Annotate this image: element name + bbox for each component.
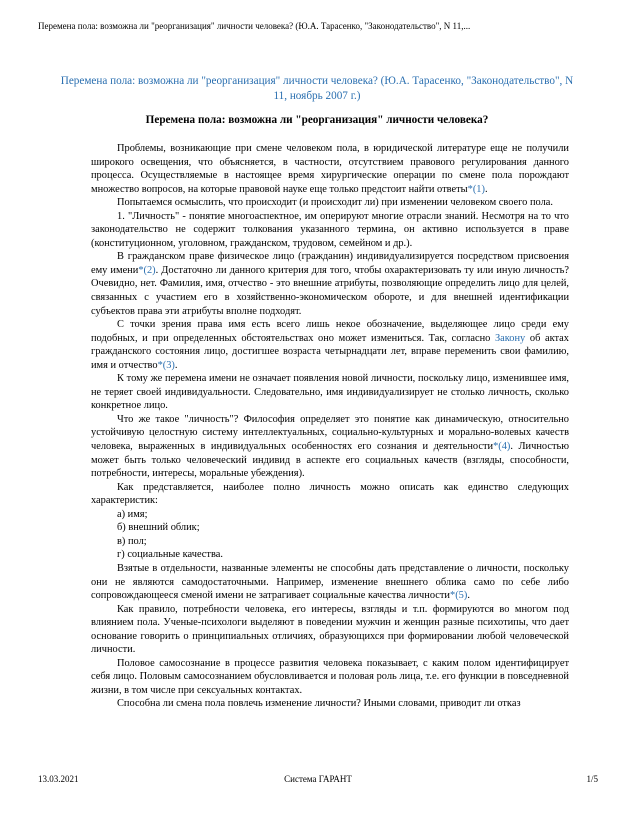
paragraph: 1. "Личность" - понятие многоаспектное, им оперируют многие отрасли знаний. Несмотря на то что законодательство не содержит толкования указанного термина, он активно используется в праве (конституционном, уголовном, гражданском, трудовом, семейном и др.). [91, 210, 569, 249]
paragraph: Как правило, потребности человека, его интересы, взгляды и т.п. формируются во многом под влиянием пола. Ученые-психологи выделяют в поведении мужчин и женщин разные психотипы, что дает основание говорить о принципиальных отличиях, образующихся при формировании любой человеческой личности. [91, 603, 569, 656]
page-footer [38, 774, 598, 786]
footnote-link[interactable]: *(2) [138, 264, 156, 276]
paragraph: Как представляется, наиболее полно личность можно описать как единство следующих характеристик: [91, 481, 569, 507]
running-header: Перемена пола: возможна ли "реорганизация" личности человека? (Ю.А. Тарасенко, "Законодательство", N 11,... [38, 21, 471, 31]
footer-page-number: 1/5 [586, 774, 598, 784]
law-link[interactable]: Закону [494, 332, 526, 344]
paragraph: Взятые в отдельности, названные элементы не способны дать представление о личности, поскольку они не являются самодостаточными. Например, изменение внешнего облика само по себе либо сопровождающееся сменой имени не затрагивает социальные качества личности*(5). [91, 562, 569, 602]
document-link-title[interactable]: Перемена пола: возможна ли "реорганизация" личности человека? (Ю.А. Тарасенко, "Законодательство", N 11, ноябрь 2007 г.) [60, 75, 574, 102]
paragraph: К тому же перемена имени не означает появления новой личности, поскольку лицо, изменившее имя, не теряет своей индивидуальности. Следовательно, имя индивидуализирует не столько личность, сколько конкретное лицо. [91, 373, 569, 412]
document-body [91, 142, 569, 711]
list-item: в) пол; [117, 535, 147, 547]
footer-date: 13.03.2021 [38, 774, 79, 784]
paragraph: Что же такое "личность"? Философия определяет это понятие как динамическую, относительно устойчивую целостную систему интеллектуальных, социально-культурных и морально-волевых качеств человека, выраженных в индивидуальных особенностях его сознания и деятельности*(4). Личностью может быть только человеческий индивид в аспекте его социальных качеств (взгляды, способности, потребности, интересы, моральные убеждения). [91, 413, 569, 480]
list-item: а) имя; [117, 508, 148, 520]
paragraph: В гражданском праве физическое лицо (гражданин) индивидуализируется посредством присвоения ему имени*(2). Достаточно ли данного критерия для того, чтобы охарактеризовать ту или иную личность? Очевидно, нет. Фамилия, имя, отчество - это внешние атрибуты, позволяющие определить лицо для целей, связанных с участием его в хозяйственно-экономическом обороте, и для внешней идентификации субъектов права эти атрибуты вполне подходят. [91, 251, 569, 317]
document-heading: Перемена пола: возможна ли "реорганизация" личности человека? [145, 114, 489, 126]
footer-system: Система ГАРАНТ [284, 774, 352, 784]
footnote-link[interactable]: *(3) [157, 359, 175, 371]
footnote-link[interactable]: *(1) [467, 183, 485, 195]
paragraph: Проблемы, возникающие при смене человеком пола, в юридической литературе еще не получили широкого освещения, что объясняется, в частности, отсутствием правового регулирования данного процесса. Осуществляемые в настоящее время хирургические операции по смене пола порождают множество вопросов, на которые правовой науке еще только предстоит найти ответы*(1). [91, 143, 569, 195]
paragraph: Попытаемся осмыслить, что происходит (и происходит ли) при изменении человеком своего пола. [117, 197, 553, 209]
footnote-link[interactable]: *(5) [450, 590, 468, 602]
list-item: б) внешний облик; [117, 522, 200, 534]
list-item: г) социальные качества. [117, 549, 223, 561]
paragraph: Половое самосознание в процессе развития человека показывает, с каким полом идентифицирует себя лицо. Половым самосознанием обусловливается и половая роль лица, т.е. его функции в повседневной жизни, в том числе при сексуальных контактах. [91, 657, 569, 696]
footnote-link[interactable]: *(4) [493, 441, 511, 453]
paragraph: Способна ли смена пола повлечь изменение личности? Иными словами, приводит ли отказ [117, 698, 521, 710]
paragraph: С точки зрения права имя есть всего лишь некое обозначение, выделяющее лицо среди ему подобных, и при определенных обстоятельствах оно может измениться. Так, согласно Закону об актах гражданского состояния лицо, достигшее возраста четырнадцати лет, вправе переменить свои фамилию, имя и отчество*(3). [91, 319, 569, 371]
